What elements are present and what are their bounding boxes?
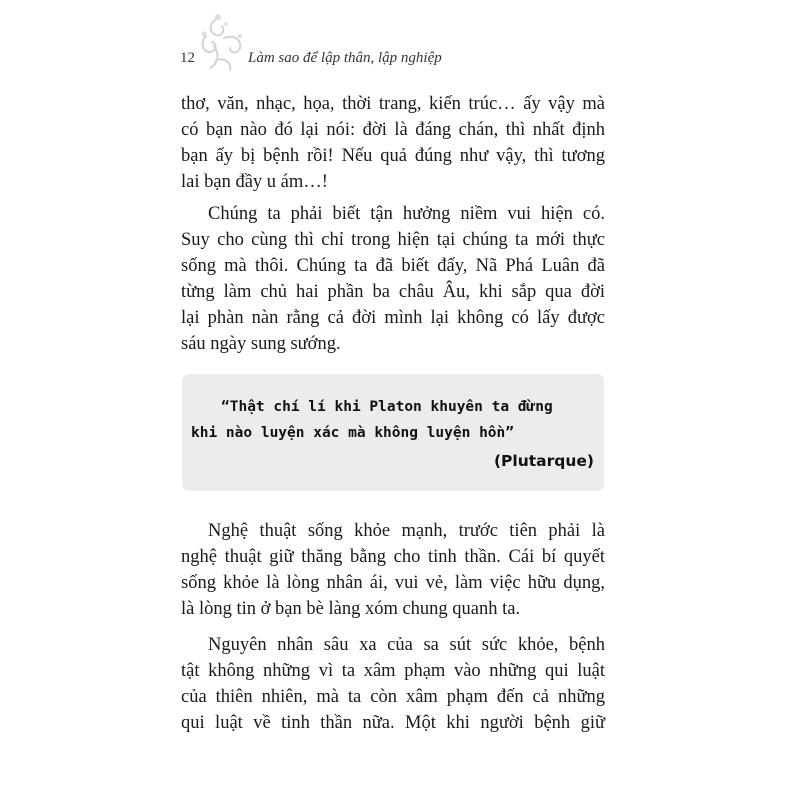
text-line: Nguyên nhân sâu xa của sa sút sức khỏe, bệnh [208,635,605,655]
text-line: tật không những vì ta xâm phạm vào những qui luật [181,661,605,681]
text-line: sống khỏe là lòng nhân ái, vui vẻ, làm việc hữu dụng, [181,573,605,593]
text-line: là lòng tin ở bạn bè làng xóm chung quanh ta. [181,599,521,619]
text-line: nghệ thuật giữ thăng bằng cho tinh thần. Cái bí quyết [181,547,605,567]
quote-line: “Thật chí lí khi Platon khuyên ta đừng [221,399,553,415]
text-line: của thiên nhiên, mà ta còn xâm phạm đến cả những [181,687,605,707]
page-number: 12 [180,50,195,66]
text-line: lai bạn đầy u ám…! [181,172,328,192]
text-line: Chúng ta phải biết tận hưởng niềm vui hiện có. [208,204,605,224]
paragraph-3 [181,518,605,622]
floral-ornament-icon [196,12,248,74]
text-line: lại phàn nàn rằng cả đời mình lại không có lấy được [181,308,605,328]
text-line: sống mà thôi. Chúng ta đã biết đấy, Nã Phá Luân đã [181,256,605,276]
quote-author: (Plutarque) [493,452,594,470]
running-title: Làm sao để lập thân, lập nghiệp [248,50,442,66]
quote-text [191,394,599,446]
text-line: thơ, văn, nhạc, họa, thời trang, kiến trúc… ấy vậy mà [181,94,605,114]
paragraph-1 [181,91,605,195]
text-line: sáu ngày sung sướng. [181,334,341,354]
paragraph-2 [181,201,605,357]
text-line: qui luật về tinh thần nữa. Một khi người bệnh giữ [181,713,605,733]
text-line: Nghệ thuật sống khỏe mạnh, trước tiên phải là [208,521,605,541]
text-line: bạn ấy bị bệnh rồi! Nếu quả đúng như vậy, thì tương [181,146,605,166]
text-line: có bạn nào đó lại nói: đời là đáng chán, thì nhất định [181,120,605,140]
quote-box [182,374,604,491]
text-line: từng làm chủ hai phần ba châu Âu, khi sắp qua đời [181,282,605,302]
quote-line: khi nào luyện xác mà không luyện hồn” [191,425,515,441]
paragraph-4 [181,632,605,736]
text-line: Suy cho cùng thì chỉ trong hiện tại chúng ta mới thực [181,230,605,250]
